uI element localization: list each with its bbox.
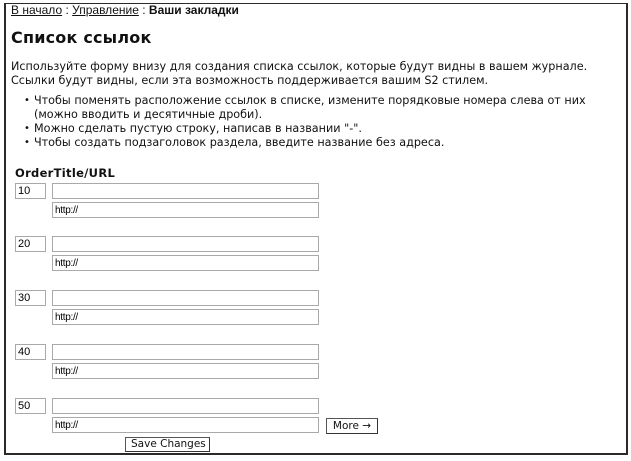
title-input[interactable] — [52, 236, 319, 252]
link-row — [0, 236, 631, 276]
breadcrumb — [11, 3, 239, 17]
order-input[interactable] — [15, 183, 46, 199]
breadcrumb-manage-link[interactable]: Управление — [72, 3, 139, 17]
link-row — [0, 290, 631, 330]
title-input[interactable] — [52, 344, 319, 360]
breadcrumb-home-link[interactable]: В начало — [11, 3, 63, 17]
title-url-column-header: Title/URL — [53, 166, 116, 180]
save-changes-button[interactable]: Save Changes — [125, 437, 210, 452]
hint-item: • Можно сделать пустую строку, написав в названии "-". — [24, 122, 620, 136]
hint-item: • Чтобы создать подзаголовок раздела, введите название без адреса. — [24, 136, 620, 150]
link-row — [0, 344, 631, 384]
column-headers — [15, 166, 115, 180]
url-input[interactable] — [52, 255, 319, 271]
hint-item: • Чтобы поменять расположение ссылок в списке, измените порядковые номера слева от них (можно вводить и десятичные дроби). — [24, 94, 620, 122]
url-input[interactable] — [52, 363, 319, 379]
order-input[interactable] — [15, 236, 46, 252]
order-input[interactable] — [15, 398, 46, 414]
more-rows-button[interactable]: More → — [326, 418, 378, 434]
url-input[interactable] — [52, 309, 319, 325]
title-input[interactable] — [52, 290, 319, 306]
link-row — [0, 183, 631, 223]
link-row — [0, 398, 631, 438]
intro-text: Используйте форму внизу для создания списка ссылок, которые будут видны в вашем журнале. Ссылки будут видны, если эта возможность поддерживается вашим S2 стилем. — [11, 60, 588, 87]
breadcrumb-current: Ваши закладки — [148, 3, 239, 17]
url-input[interactable] — [52, 417, 319, 433]
title-input[interactable] — [52, 183, 319, 199]
title-input[interactable] — [52, 398, 319, 414]
url-input[interactable] — [52, 202, 319, 218]
page-title: Список ссылок — [11, 28, 152, 47]
order-input[interactable] — [15, 290, 46, 306]
hints-list — [24, 94, 620, 150]
order-column-header: Order — [15, 166, 54, 180]
breadcrumb-separator: : — [65, 3, 69, 17]
order-input[interactable] — [15, 344, 46, 360]
breadcrumb-separator: : — [142, 3, 146, 17]
